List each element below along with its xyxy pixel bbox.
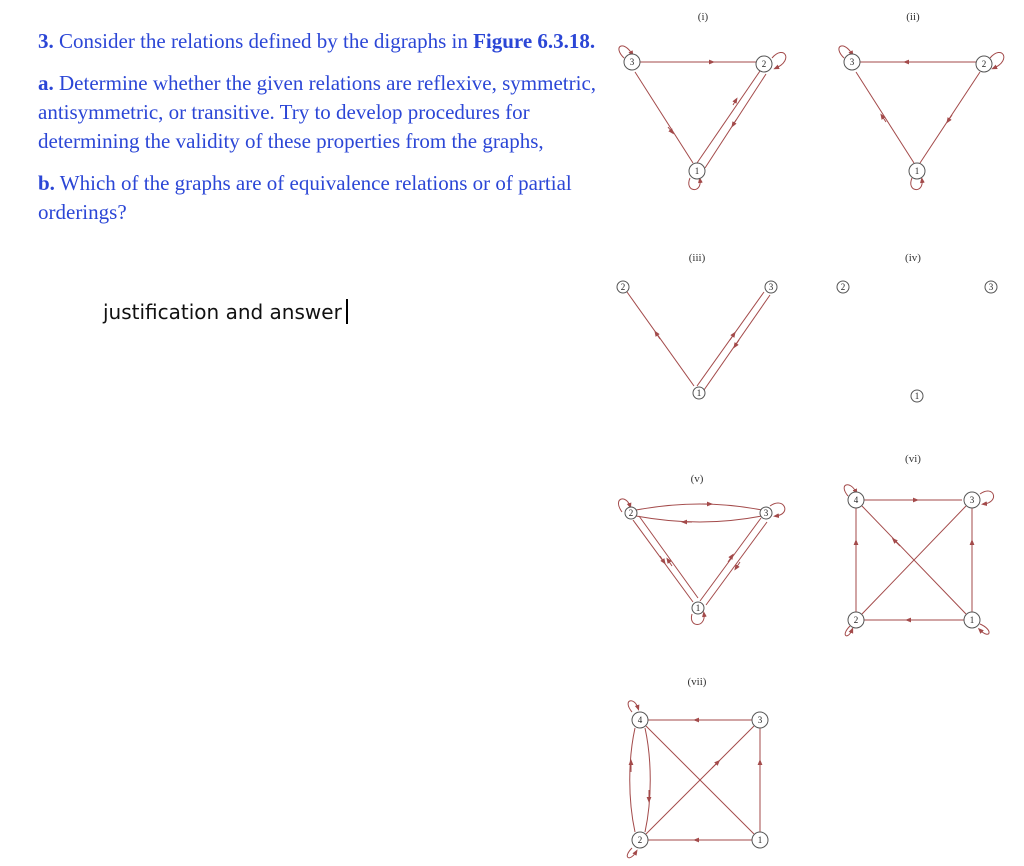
node-label: 1 [757,835,763,845]
question-number: 3. [38,29,54,53]
loop-2 [845,626,852,636]
node-label: 1 [695,603,701,613]
figure-reference: Figure 6.3.18. [473,29,596,53]
node-label: 3 [849,57,855,67]
edge-3-to-1 [635,72,693,163]
caption-vii: (vii) [687,676,707,688]
edge-1-to-3 [700,518,761,601]
part-b-text: Which of the graphs are of equivalence relations or of partial orderings? [38,171,572,224]
graph-i [619,46,786,190]
node-label: 1 [914,391,920,401]
graph-vi [844,485,993,636]
graph-v [618,499,784,625]
edge-arrow [733,100,736,105]
part-b-label: b. [38,171,55,195]
caption-vi: (vi) [905,453,921,465]
node-label: 3 [969,495,975,505]
edge-1-to-2 [639,516,698,598]
loop-1 [911,178,922,190]
edge-1-to-2 [627,292,694,386]
node-label: 1 [696,388,702,398]
edge-3-to-2 [636,516,762,522]
edge-2-to-3 [636,504,762,510]
loop-4 [628,701,638,712]
edge-3-to-1 [706,522,767,605]
edge-1-to-2 [697,71,760,163]
node-label: 3 [988,282,994,292]
edge-1-to-3 [856,72,914,163]
graph-iv [837,281,997,402]
node-label: 1 [914,166,920,176]
node-label: 1 [969,615,975,625]
graph-vii [627,701,768,858]
answer-text: justification and answer [103,299,342,324]
node-label: 3 [629,57,635,67]
node-label: 2 [620,282,626,292]
edge-arrow [894,540,900,546]
caption-i: (i) [697,11,709,23]
part-a-text: Determine whether the given relations are reflexive, symmetric, antisymmetric, or transitive. Try to develop procedures for determining the validity of these properties from the graphs, [38,71,597,153]
loop-2 [772,52,786,68]
node-label: 2 [637,835,643,845]
node-label: 2 [853,615,859,625]
edge-arrow [660,556,664,562]
caption-v: (v) [690,473,704,485]
loop-3 [980,491,994,504]
edge-arrow [948,115,952,121]
part-a-label: a. [38,71,54,95]
graph-ii [839,46,1004,190]
node-label: 3 [763,508,769,518]
edge-arrow [730,334,734,340]
edge-arrow [733,120,736,125]
node-label: 2 [628,508,634,518]
node-label: 2 [840,282,846,292]
loop-1 [689,178,700,190]
node-label: 4 [637,715,643,725]
caption-iii: (iii) [688,252,706,264]
loop-2 [627,848,636,858]
loop-1 [980,624,989,634]
edge-arrow [712,762,718,768]
question-intro-text: Consider the relations defined by the digraphs in [53,29,474,53]
caption-iv: (iv) [905,252,921,264]
node-label: 3 [768,282,774,292]
edge-2-to-4 [630,728,635,832]
edge-arrow [735,340,739,346]
edge-arrow [656,333,660,339]
loop-1 [691,614,704,625]
caption-ii: (ii) [906,11,920,23]
graph-iii [617,281,777,399]
node-label: 2 [761,59,767,69]
node-label: 1 [694,166,700,176]
node-label: 2 [981,59,987,69]
node-label: 3 [757,715,763,725]
node-label: 4 [853,495,859,505]
edge-4-to-2 [645,728,650,832]
